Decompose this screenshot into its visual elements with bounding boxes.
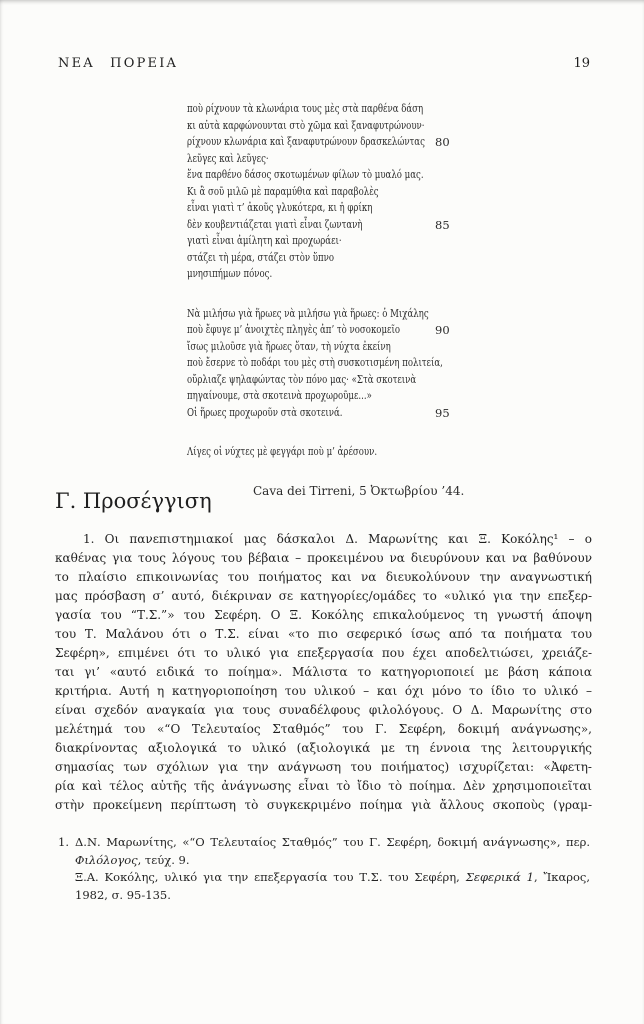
paragraph-line: γασία του “Τ.Σ.”» του Σεφέρη. Ο Ξ. Κοκόλης επικαλούμενος τη γνωστή άποψη xyxy=(55,608,592,622)
poem-line xyxy=(187,167,607,184)
poem-line xyxy=(187,372,607,389)
paragraph-line: 1. Οι πανεπιστημιακοί μας δάσκαλοι Δ. Μαρωνίτης και Ξ. Κοκόλης¹ – ο xyxy=(83,532,592,546)
poem-line-text: Οἱ ἥρωες προχωροῦν στὰ σκοτεινά. xyxy=(187,405,343,419)
paragraph-line: μελέτημά του «“Ο Τελευταίος Σταθμός” του Γ. Σεφέρη, δοκιμή ανάγνωσης», xyxy=(55,722,592,736)
paragraph-line: στὴν προκείμενη περίπτωση τὸ συγκεκριμένο ποίημα γιὰ ἄλλους σκοποὺς (γραμ- xyxy=(55,798,592,812)
footnote-line-text: , Ἴκαρος, xyxy=(533,870,590,884)
poem-line xyxy=(187,217,607,234)
poem-line xyxy=(187,134,607,151)
body-paragraph xyxy=(55,530,592,815)
poem-line-text: ρίχνουν κλωνάρια καὶ ξαναφυτρώνουν δρασκελώντας xyxy=(187,135,425,148)
poem-line xyxy=(187,339,607,356)
poem-line-text: Νὰ μιλήσω γιὰ ἥρωες νὰ μιλήσω γιὰ ἥρωες: ὁ Μιχάλης xyxy=(187,306,429,320)
poem-line-text: ἕνα παρθένο δάσος σκοτωμένων φίλων τὸ μυαλό μας. xyxy=(187,168,424,181)
poem-line xyxy=(187,355,607,372)
poem-line xyxy=(187,388,607,405)
poem-line-text: ποὺ ρίχνουν τὰ κλωνάρια τους μὲς στὰ παρθένα δάση xyxy=(187,102,424,115)
footnote-line xyxy=(75,869,590,887)
footnote-line: 1982, σ. 95-135. xyxy=(75,887,171,902)
poem-line-text: κι αὐτὰ καρφώνουνται στὸ χῶμα καὶ ξαναφυτρώνουν· xyxy=(187,118,425,132)
footnote-marker: 1. xyxy=(58,835,69,849)
paragraph-line: διακρίνοντας αξιολογικά το υλικό (αξιολογικά με τη έννοια της λειτουργικής xyxy=(55,741,592,755)
poem-line-text: Κι ἂ σοῦ μιλῶ μὲ παραμύθια καὶ παραβολὲς xyxy=(187,184,379,198)
footnote-line: Δ.Ν. Μαρωνίτης, «“Ο Τελευταίος Σταθμός” του Γ. Σεφέρη, δοκιμή ανάγνωσης», περ. xyxy=(75,835,590,849)
poem-line xyxy=(187,184,607,201)
poem-line-number: 85 xyxy=(435,217,450,232)
poem-line-text: γιατὶ εἶναι ἀμίλητη καὶ προχωράει· xyxy=(187,234,342,247)
poem-line xyxy=(187,233,607,250)
poem-line-text: ἴσως μιλοῦσε γιὰ ἥρωες ὅταν, τὴ νύχτα ἐκείνη xyxy=(187,339,391,353)
paragraph-line: Σεφέρη», επιμένει ότι το υλικό για επεξεργασία που έχει αποδελτιώσει, χρειάζε- xyxy=(55,646,592,660)
poem-line-text: λεῦγες καὶ λεῦγες· xyxy=(187,151,269,165)
poem-dateline: Cava dei Tirreni, 5 Ὀκτωβρίου ’44. xyxy=(253,483,465,498)
poem-line-text: ποὺ ἔφυγε μ’ ἀνοιχτὲς πληγὲς ἀπ’ τὸ νοσοκομεῖο xyxy=(187,323,401,336)
poem-line-text: εἶναι γιατὶ τ’ ἀκοῦς γλυκότερα, κι ἡ φρίκη xyxy=(187,201,373,214)
footnote-book-title: Σεφερικά 1 xyxy=(465,870,534,884)
paragraph-line: ται γι’ «αυτό ειδικά το ποίημα». Μάλιστα το κατηγοριοποιεί με βάση κάποια xyxy=(55,665,592,679)
paragraph-line: σημασίας των σχόλιων για την ανάγνωση του ποιήματος) ισχυρίζεται: «Ἀφετη- xyxy=(55,760,592,774)
page-number: 19 xyxy=(573,56,590,71)
paragraph-line: καθένας για τους λόγους του βέβαια – προκειμένου να διευρύνουν και να βαθύνουν xyxy=(55,551,592,565)
paragraph-line: κριτήρια. Αυτή η κατηγοριοποίηση του υλικού – και όχι μόνο το ίδιο το υλικό – xyxy=(55,684,592,698)
poem-stanza-2 xyxy=(187,306,607,422)
poem-line-number: 90 xyxy=(435,323,450,337)
footnote-line xyxy=(75,852,590,870)
poem-line xyxy=(187,151,607,168)
paragraph-line: μας πρόσβαση σ’ αυτό, διέκριναν σε κατηγορίες/ομάδες το «υλικό για την επεξερ- xyxy=(55,589,592,603)
poem-line xyxy=(187,200,607,217)
poem-stanza-1 xyxy=(187,101,607,283)
footnote-block xyxy=(58,834,590,904)
paragraph-line: του Τ. Μαλάνου ότι ο Τ.Σ. είναι «το πιο σεφερικό ίσως από τα ποιήματα του xyxy=(55,627,592,641)
poem-line xyxy=(187,266,607,283)
poem-line xyxy=(187,322,607,339)
paragraph-line: ρία καὶ τέλος αὐτῆς τῆς ἀνάγνωσης εἶναι τὸ ἴδιο τὸ ποίημα. Δὲν χρησιμοποιεῖται xyxy=(55,779,592,793)
paragraph-line: το πλαίσιο επικοινωνίας του ποιήματος και να διευκολύνουν την αναγνωστική xyxy=(55,570,592,584)
footnote-journal-title: Φιλόλογος xyxy=(75,852,138,867)
footnote-line-text: Ξ.Α. Κοκόλης, υλικό για την επεξεργασία του Τ.Σ. του Σεφέρη, xyxy=(75,870,466,884)
poem-line-text: στάζει τὴ μέρα, στάζει στὸν ὕπνο xyxy=(187,250,335,264)
poem-line-text: ποὺ ἔσερνε τὸ ποδάρι του μὲς στὴ συσκοτισμένη πολιτεία, xyxy=(187,356,443,369)
poem-line-text: οὔρλιαζε ψηλαφώντας τὸν πόνο μας· «Στὰ σκοτεινὰ xyxy=(187,372,417,386)
poem-line-number: 80 xyxy=(435,135,450,149)
poem-line xyxy=(187,250,607,267)
poem-line xyxy=(187,118,607,135)
poem-line xyxy=(187,444,607,461)
journal-title: ΝΕΑ ΠΟΡΕΙΑ xyxy=(58,56,179,71)
poem-stanza-3 xyxy=(187,444,607,461)
paragraph-line: είναι σχεδόν αναγκαία για τους συναδέλφους φιλολόγους. Ο Δ. Μαρωνίτης στο xyxy=(55,703,592,717)
poem-line xyxy=(187,306,607,323)
poem-block xyxy=(187,101,607,498)
poem-line xyxy=(187,101,607,118)
poem-line-text: μνησιπήμων πόνος. xyxy=(187,267,273,280)
poem-line-text: πηγαίνουμε, στὰ σκοτεινὰ προχωροῦμε...» xyxy=(187,389,372,402)
poem-line-text: δὲν κουβεντιάζεται γιατὶ εἶναι ζωντανὴ xyxy=(187,217,363,231)
running-head xyxy=(58,56,590,71)
poem-line-text: Λίγες οἱ νύχτες μὲ φεγγάρι ποὺ μ’ ἀρέσουν. xyxy=(187,445,378,458)
footnote-line-text: , τεύχ. 9. xyxy=(137,852,190,867)
poem-line-number: 95 xyxy=(435,405,450,420)
section-heading: Γ. Προσέγγιση xyxy=(55,489,212,513)
poem-line xyxy=(187,405,607,422)
